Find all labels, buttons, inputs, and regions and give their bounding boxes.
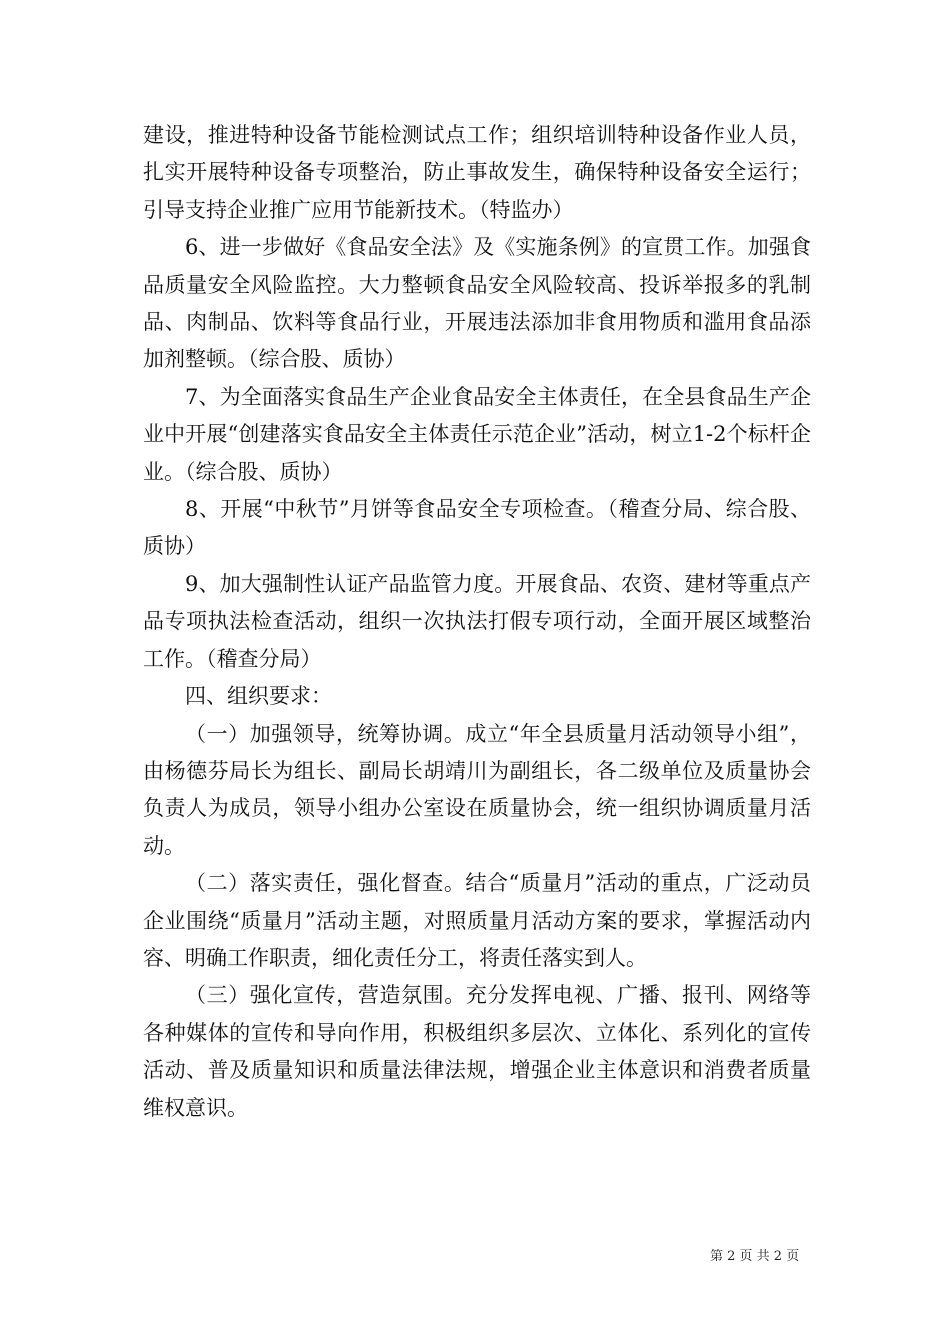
page-number-footer: 第 2 页 共 2 页 [710, 1249, 800, 1264]
section-heading-organization: 四、组织要求： [185, 684, 332, 709]
paragraph-requirement-3: （三）强化宣传，营造氛围。充分发挥电视、广播、报刊、网络等各种媒体的宣传和导向作用，积极组织多层次、立体化、系列化的宣传活动、普及质量知识和质量法律法规，增强企业主体意识和消费者质量维权意识。 [143, 983, 811, 1120]
paragraph-item-9: 9、加大强制性认证产品监管力度。开展食品、农资、建材等重点产品专项执法检查活动，组织一次执法打假专项行动，全面开展区域整治工作。（稽查分局） [143, 571, 811, 671]
paragraph-item-8: 8、开展“中秋节”月饼等食品安全专项检查。（稽查分局、综合股、质协） [143, 497, 811, 559]
paragraph-special-equipment: 建设，推进特种设备节能检测试点工作；组织培训特种设备作业人员，扎实开展特种设备专项整治，防止事故发生，确保特种设备安全运行；引导支持企业推广应用节能新技术。（特监办） [143, 123, 811, 222]
paragraph-item-7: 7、为全面落实食品生产企业食品安全主体责任，在全县食品生产企业中开展“创建落实食品安全主体责任示范企业”活动，树立1-2个标杆企业。（综合股、质协） [143, 384, 811, 484]
paragraph-requirement-1: （一）加强领导，统筹协调。成立“年全县质量月活动领导小组”，由杨德芬局长为组长、副局长胡靖川为副组长，各二级单位及质量协会负责人为成员，领导小组办公室设在质量协会，统一组织协调质量月活动。 [143, 721, 811, 858]
paragraph-requirement-2: （二）落实责任，强化督查。结合“质量月”活动的重点，广泛动员企业围绕“质量月”活动主题，对照质量月活动方案的要求，掌握活动内容、明确工作职责，细化责任分工，将责任落实到人。 [143, 871, 811, 970]
paragraph-item-6: 6、进一步做好《食品安全法》及《实施条例》的宣贯工作。加强食品质量安全风险监控。大力整顿食品安全风险较高、投诉举报多的乳制品、肉制品、饮料等食品行业，开展违法添加非食用物质和滥用食品添加剂整顿。（综合股、质协） [143, 235, 811, 372]
document-body [143, 117, 811, 1127]
